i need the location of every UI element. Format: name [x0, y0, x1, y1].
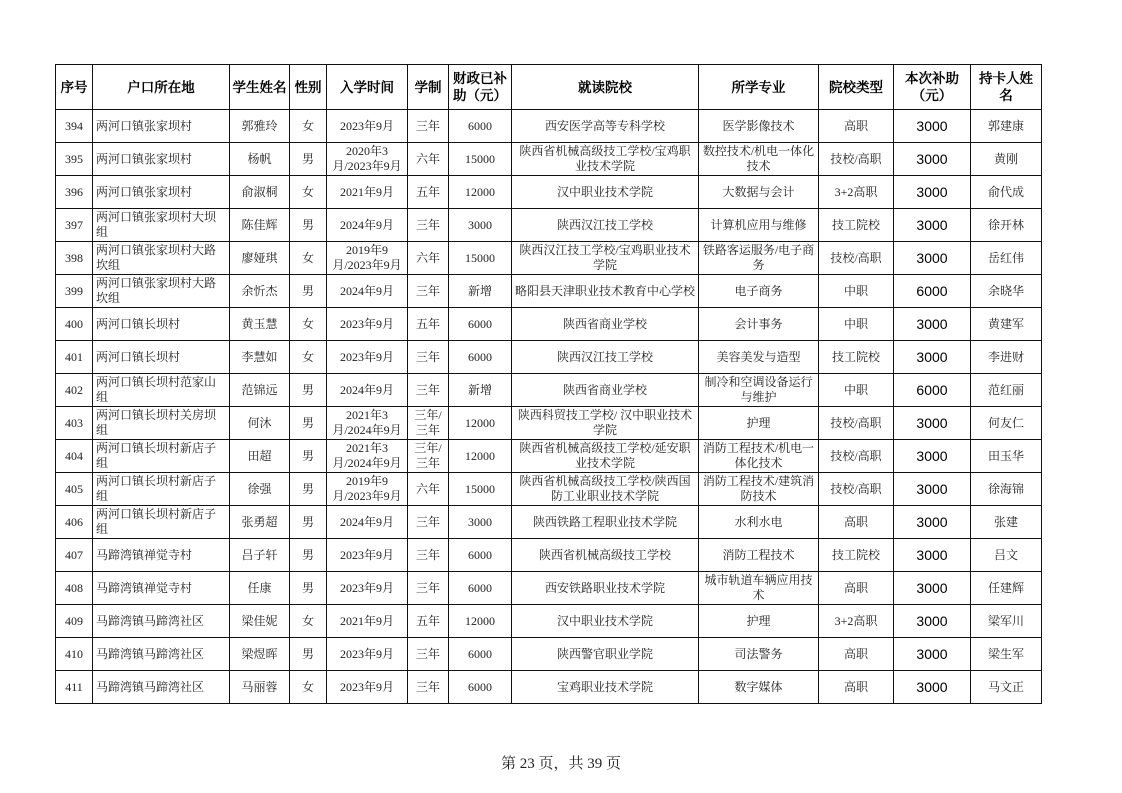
- cell-prior-subsidy: 15000: [449, 473, 512, 506]
- cell-household: 马蹄湾镇马蹄湾社区: [93, 638, 230, 671]
- cell-major: 城市轨道车辆应用技术: [699, 572, 819, 605]
- cell-current-subsidy: 3000: [894, 143, 971, 176]
- cell-gender: 男: [290, 209, 327, 242]
- cell-seq: 394: [56, 110, 93, 143]
- cell-school: 西安医学高等专科学校: [512, 110, 699, 143]
- cell-seq: 409: [56, 605, 93, 638]
- cell-cardholder: 郭建康: [971, 110, 1042, 143]
- cell-gender: 男: [290, 143, 327, 176]
- cell-major: 数字媒体: [699, 671, 819, 704]
- cell-school-type: 高职: [819, 506, 894, 539]
- cell-enroll-date: 2024年9月: [327, 374, 408, 407]
- cell-household: 两河口镇张家坝村大坝组: [93, 209, 230, 242]
- cell-seq: 403: [56, 407, 93, 440]
- cell-enroll-date: 2023年9月: [327, 341, 408, 374]
- cell-current-subsidy: 6000: [894, 275, 971, 308]
- page-footer: 第 23 页，共 39 页: [500, 756, 621, 772]
- table-row: [56, 308, 1042, 341]
- cell-school: 陕西省机械高级技工学校/宝鸡职业技术学院: [512, 143, 699, 176]
- cell-duration: 三年/三年: [408, 407, 449, 440]
- cell-student-name: 徐强: [230, 473, 290, 506]
- cell-school-type: 高职: [819, 671, 894, 704]
- cell-current-subsidy: 3000: [894, 605, 971, 638]
- cell-household: 马蹄湾镇禅觉寺村: [93, 539, 230, 572]
- cell-seq: 396: [56, 176, 93, 209]
- cell-household: 两河口镇张家坝村大路坎组: [93, 275, 230, 308]
- cell-duration: 五年: [408, 605, 449, 638]
- cell-school-type: 技校/高职: [819, 143, 894, 176]
- cell-household: 两河口镇长坝村关房坝组: [93, 407, 230, 440]
- cell-major: 会计事务: [699, 308, 819, 341]
- header-gender: 性别: [290, 65, 327, 110]
- cell-enroll-date: 2020年3月/2023年9月: [327, 143, 408, 176]
- cell-seq: 404: [56, 440, 93, 473]
- cell-school: 陕西省机械高级技工学校/延安职业技术学院: [512, 440, 699, 473]
- cell-prior-subsidy: 12000: [449, 176, 512, 209]
- header-current-subsidy: 本次补助（元）: [894, 65, 971, 110]
- table-row: [56, 110, 1042, 143]
- cell-student-name: 任康: [230, 572, 290, 605]
- table-row: [56, 440, 1042, 473]
- cell-enroll-date: 2023年9月: [327, 110, 408, 143]
- cell-prior-subsidy: 6000: [449, 341, 512, 374]
- cell-student-name: 杨帆: [230, 143, 290, 176]
- cell-prior-subsidy: 12000: [449, 440, 512, 473]
- cell-major: 消防工程技术/机电一体化技术: [699, 440, 819, 473]
- cell-major: 护理: [699, 605, 819, 638]
- cell-enroll-date: 2019年9月/2023年9月: [327, 242, 408, 275]
- table-row: [56, 341, 1042, 374]
- cell-household: 两河口镇长坝村新店子组: [93, 506, 230, 539]
- cell-cardholder: 吕文: [971, 539, 1042, 572]
- cell-current-subsidy: 6000: [894, 374, 971, 407]
- cell-gender: 男: [290, 572, 327, 605]
- cell-household: 两河口镇张家坝村: [93, 176, 230, 209]
- cell-school-type: 技工院校: [819, 209, 894, 242]
- cell-prior-subsidy: 新增: [449, 374, 512, 407]
- cell-enroll-date: 2021年9月: [327, 605, 408, 638]
- cell-prior-subsidy: 6000: [449, 638, 512, 671]
- cell-gender: 男: [290, 275, 327, 308]
- cell-current-subsidy: 3000: [894, 242, 971, 275]
- cell-school: 略阳县天津职业技术教育中心学校: [512, 275, 699, 308]
- cell-current-subsidy: 3000: [894, 209, 971, 242]
- cell-duration: 三年: [408, 374, 449, 407]
- header-duration: 学制: [408, 65, 449, 110]
- cell-household: 马蹄湾镇禅觉寺村: [93, 572, 230, 605]
- cell-current-subsidy: 3000: [894, 341, 971, 374]
- subsidy-table: [55, 64, 1042, 704]
- cell-current-subsidy: 3000: [894, 440, 971, 473]
- cell-duration: 三年: [408, 275, 449, 308]
- cell-prior-subsidy: 6000: [449, 110, 512, 143]
- cell-school: 西安铁路职业技术学院: [512, 572, 699, 605]
- cell-school-type: 高职: [819, 572, 894, 605]
- cell-school: 陕西铁路工程职业技术学院: [512, 506, 699, 539]
- table-row: [56, 407, 1042, 440]
- cell-student-name: 郭雅玲: [230, 110, 290, 143]
- header-enroll-date: 入学时间: [327, 65, 408, 110]
- cell-household: 两河口镇长坝村: [93, 341, 230, 374]
- cell-duration: 六年: [408, 242, 449, 275]
- cell-prior-subsidy: 12000: [449, 407, 512, 440]
- cell-school-type: 技校/高职: [819, 440, 894, 473]
- cell-school-type: 中职: [819, 308, 894, 341]
- cell-household: 两河口镇长坝村: [93, 308, 230, 341]
- header-prior-subsidy: 财政已补助（元）: [449, 65, 512, 110]
- cell-gender: 男: [290, 440, 327, 473]
- table-row: [56, 143, 1042, 176]
- cell-cardholder: 徐开林: [971, 209, 1042, 242]
- cell-school: 陕西汉江技工学校: [512, 341, 699, 374]
- cell-major: 消防工程技术/建筑消防技术: [699, 473, 819, 506]
- cell-school-type: 技校/高职: [819, 407, 894, 440]
- cell-gender: 女: [290, 341, 327, 374]
- cell-school-type: 中职: [819, 374, 894, 407]
- cell-seq: 406: [56, 506, 93, 539]
- cell-enroll-date: 2023年9月: [327, 539, 408, 572]
- header-school: 就读院校: [512, 65, 699, 110]
- cell-prior-subsidy: 6000: [449, 539, 512, 572]
- cell-major: 电子商务: [699, 275, 819, 308]
- cell-current-subsidy: 3000: [894, 539, 971, 572]
- cell-prior-subsidy: 15000: [449, 143, 512, 176]
- cell-cardholder: 岳红伟: [971, 242, 1042, 275]
- cell-school: 宝鸡职业技术学院: [512, 671, 699, 704]
- cell-current-subsidy: 3000: [894, 110, 971, 143]
- cell-duration: 三年: [408, 110, 449, 143]
- cell-school-type: 3+2高职: [819, 605, 894, 638]
- cell-household: 两河口镇长坝村新店子组: [93, 473, 230, 506]
- cell-student-name: 梁煜晖: [230, 638, 290, 671]
- table-row: [56, 506, 1042, 539]
- cell-seq: 397: [56, 209, 93, 242]
- cell-enroll-date: 2023年9月: [327, 572, 408, 605]
- cell-duration: 三年: [408, 341, 449, 374]
- cell-current-subsidy: 3000: [894, 638, 971, 671]
- cell-cardholder: 任建辉: [971, 572, 1042, 605]
- table-row: [56, 605, 1042, 638]
- cell-major: 数控技术/机电一体化技术: [699, 143, 819, 176]
- cell-current-subsidy: 3000: [894, 671, 971, 704]
- cell-school-type: 中职: [819, 275, 894, 308]
- cell-seq: 407: [56, 539, 93, 572]
- cell-seq: 405: [56, 473, 93, 506]
- table-row: [56, 671, 1042, 704]
- cell-duration: 三年: [408, 671, 449, 704]
- cell-duration: 三年: [408, 506, 449, 539]
- header-household: 户口所在地: [93, 65, 230, 110]
- cell-gender: 男: [290, 407, 327, 440]
- cell-school-type: 技工院校: [819, 341, 894, 374]
- cell-current-subsidy: 3000: [894, 308, 971, 341]
- cell-current-subsidy: 3000: [894, 506, 971, 539]
- header-major: 所学专业: [699, 65, 819, 110]
- cell-student-name: 廖娅琪: [230, 242, 290, 275]
- cell-school: 陕西省商业学校: [512, 374, 699, 407]
- cell-school: 陕西省机械高级技工学校: [512, 539, 699, 572]
- header-school-type: 院校类型: [819, 65, 894, 110]
- cell-enroll-date: 2023年9月: [327, 308, 408, 341]
- table-row: [56, 638, 1042, 671]
- cell-student-name: 黄玉慧: [230, 308, 290, 341]
- cell-gender: 女: [290, 110, 327, 143]
- cell-enroll-date: 2021年3月/2024年9月: [327, 407, 408, 440]
- cell-gender: 女: [290, 671, 327, 704]
- cell-current-subsidy: 3000: [894, 407, 971, 440]
- cell-enroll-date: 2023年9月: [327, 638, 408, 671]
- cell-prior-subsidy: 12000: [449, 605, 512, 638]
- cell-duration: 六年: [408, 143, 449, 176]
- cell-cardholder: 何友仁: [971, 407, 1042, 440]
- cell-prior-subsidy: 6000: [449, 572, 512, 605]
- cell-duration: 六年: [408, 473, 449, 506]
- cell-gender: 女: [290, 605, 327, 638]
- cell-student-name: 何沐: [230, 407, 290, 440]
- table-row: [56, 176, 1042, 209]
- cell-school-type: 高职: [819, 110, 894, 143]
- cell-cardholder: 范红丽: [971, 374, 1042, 407]
- cell-major: 美容美发与造型: [699, 341, 819, 374]
- cell-school: 陕西汉江技工学校: [512, 209, 699, 242]
- cell-school: 陕西警官职业学院: [512, 638, 699, 671]
- cell-duration: 五年: [408, 176, 449, 209]
- cell-cardholder: 徐海锦: [971, 473, 1042, 506]
- cell-cardholder: 梁军川: [971, 605, 1042, 638]
- cell-school-type: 高职: [819, 638, 894, 671]
- cell-enroll-date: 2021年3月/2024年9月: [327, 440, 408, 473]
- cell-student-name: 范锦远: [230, 374, 290, 407]
- cell-cardholder: 梁生军: [971, 638, 1042, 671]
- cell-school: 汉中职业技术学院: [512, 605, 699, 638]
- cell-major: 计算机应用与维修: [699, 209, 819, 242]
- cell-cardholder: 马文正: [971, 671, 1042, 704]
- cell-school: 陕西汉江技工学校/宝鸡职业技术学院: [512, 242, 699, 275]
- table-row: [56, 539, 1042, 572]
- cell-duration: 三年/三年: [408, 440, 449, 473]
- table-row: [56, 242, 1042, 275]
- cell-household: 马蹄湾镇马蹄湾社区: [93, 605, 230, 638]
- cell-seq: 395: [56, 143, 93, 176]
- table-row: [56, 572, 1042, 605]
- cell-enroll-date: 2019年9月/2023年9月: [327, 473, 408, 506]
- cell-seq: 408: [56, 572, 93, 605]
- header-student-name: 学生姓名: [230, 65, 290, 110]
- cell-household: 两河口镇张家坝村: [93, 143, 230, 176]
- cell-student-name: 李慧如: [230, 341, 290, 374]
- cell-current-subsidy: 3000: [894, 572, 971, 605]
- cell-major: 司法警务: [699, 638, 819, 671]
- cell-seq: 400: [56, 308, 93, 341]
- cell-student-name: 梁佳妮: [230, 605, 290, 638]
- cell-household: 两河口镇长坝村新店子组: [93, 440, 230, 473]
- cell-household: 马蹄湾镇马蹄湾社区: [93, 671, 230, 704]
- cell-duration: 三年: [408, 539, 449, 572]
- cell-seq: 399: [56, 275, 93, 308]
- cell-major: 制冷和空调设备运行与维护: [699, 374, 819, 407]
- cell-cardholder: 余晓华: [971, 275, 1042, 308]
- cell-enroll-date: 2021年9月: [327, 176, 408, 209]
- cell-cardholder: 黄刚: [971, 143, 1042, 176]
- cell-major: 水利水电: [699, 506, 819, 539]
- header-seq: 序号: [56, 65, 93, 110]
- cell-school-type: 技校/高职: [819, 242, 894, 275]
- cell-duration: 三年: [408, 209, 449, 242]
- cell-prior-subsidy: 3000: [449, 506, 512, 539]
- cell-school: 陕西省商业学校: [512, 308, 699, 341]
- cell-duration: 三年: [408, 638, 449, 671]
- cell-seq: 402: [56, 374, 93, 407]
- cell-gender: 男: [290, 638, 327, 671]
- cell-student-name: 陈佳辉: [230, 209, 290, 242]
- cell-gender: 女: [290, 308, 327, 341]
- cell-household: 两河口镇张家坝村: [93, 110, 230, 143]
- table-header-row: [56, 65, 1042, 110]
- cell-prior-subsidy: 15000: [449, 242, 512, 275]
- cell-school: 陕西科贸技工学校/ 汉中职业技术学院: [512, 407, 699, 440]
- cell-prior-subsidy: 新增: [449, 275, 512, 308]
- cell-student-name: 俞淑桐: [230, 176, 290, 209]
- cell-household: 两河口镇张家坝村大路坎组: [93, 242, 230, 275]
- cell-major: 铁路客运服务/电子商务: [699, 242, 819, 275]
- cell-seq: 411: [56, 671, 93, 704]
- cell-major: 医学影像技术: [699, 110, 819, 143]
- cell-enroll-date: 2024年9月: [327, 209, 408, 242]
- cell-gender: 男: [290, 506, 327, 539]
- cell-prior-subsidy: 6000: [449, 308, 512, 341]
- cell-gender: 男: [290, 473, 327, 506]
- cell-duration: 三年: [408, 572, 449, 605]
- cell-enroll-date: 2023年9月: [327, 671, 408, 704]
- cell-seq: 410: [56, 638, 93, 671]
- cell-school: 陕西省机械高级技工学校/陕西国防工业职业技术学院: [512, 473, 699, 506]
- cell-student-name: 吕子轩: [230, 539, 290, 572]
- cell-household: 两河口镇长坝村范家山组: [93, 374, 230, 407]
- cell-student-name: 张勇超: [230, 506, 290, 539]
- cell-school-type: 3+2高职: [819, 176, 894, 209]
- cell-school-type: 技工院校: [819, 539, 894, 572]
- cell-enroll-date: 2024年9月: [327, 506, 408, 539]
- cell-school: 汉中职业技术学院: [512, 176, 699, 209]
- cell-seq: 398: [56, 242, 93, 275]
- cell-gender: 男: [290, 374, 327, 407]
- cell-cardholder: 李进财: [971, 341, 1042, 374]
- cell-major: 大数据与会计: [699, 176, 819, 209]
- cell-major: 消防工程技术: [699, 539, 819, 572]
- cell-enroll-date: 2024年9月: [327, 275, 408, 308]
- cell-gender: 男: [290, 539, 327, 572]
- table-row: [56, 374, 1042, 407]
- cell-cardholder: 张建: [971, 506, 1042, 539]
- cell-major: 护理: [699, 407, 819, 440]
- table-row: [56, 275, 1042, 308]
- cell-student-name: 田超: [230, 440, 290, 473]
- cell-prior-subsidy: 3000: [449, 209, 512, 242]
- cell-cardholder: 黄建军: [971, 308, 1042, 341]
- table-row: [56, 209, 1042, 242]
- header-cardholder: 持卡人姓名: [971, 65, 1042, 110]
- cell-school-type: 技校/高职: [819, 473, 894, 506]
- cell-seq: 401: [56, 341, 93, 374]
- cell-cardholder: 田玉华: [971, 440, 1042, 473]
- cell-gender: 女: [290, 176, 327, 209]
- cell-cardholder: 俞代成: [971, 176, 1042, 209]
- table-row: [56, 473, 1042, 506]
- cell-duration: 五年: [408, 308, 449, 341]
- cell-current-subsidy: 3000: [894, 473, 971, 506]
- cell-student-name: 余忻杰: [230, 275, 290, 308]
- cell-student-name: 马丽蓉: [230, 671, 290, 704]
- cell-current-subsidy: 3000: [894, 176, 971, 209]
- cell-gender: 女: [290, 242, 327, 275]
- cell-prior-subsidy: 6000: [449, 671, 512, 704]
